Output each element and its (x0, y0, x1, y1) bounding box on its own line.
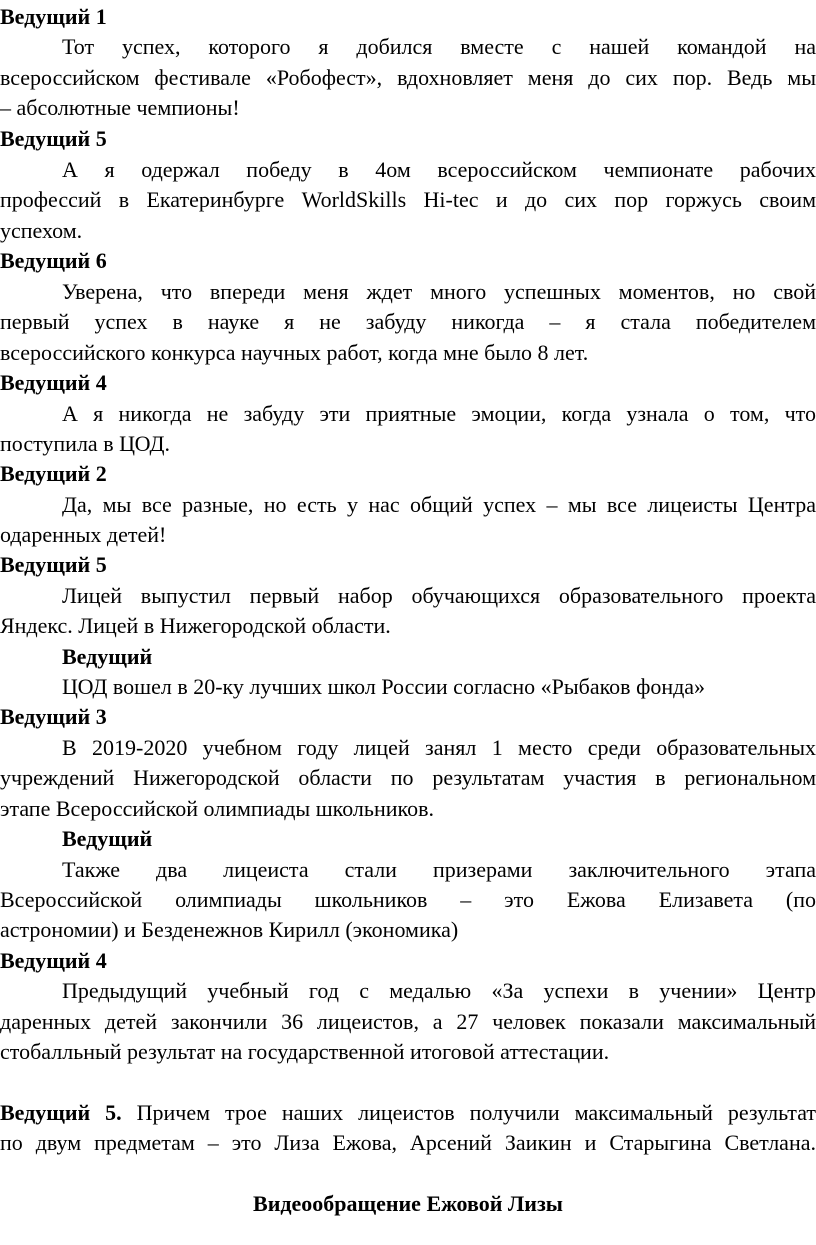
paragraph-line: даренных детей закончили 36 лицеистов, а 27 человек показали максимальный (0, 1009, 816, 1034)
closing-heading: Видеообращение Ежовой Лизы (253, 1191, 563, 1216)
paragraph-line: стобалльный результат на государственной итоговой аттестации. (0, 1039, 610, 1064)
paragraph-line: первый успех в науке я не забуду никогда – я стала победителем (0, 309, 816, 334)
paragraph-line: по двум предметам – это Лиза Ежова, Арсений Заикин и Старыгина Светлана. (0, 1130, 816, 1155)
paragraph-line: Да, мы все разные, но есть у нас общий успех – мы все лицеисты Центра (62, 492, 816, 517)
paragraph-line-with-speaker (0, 1098, 816, 1128)
paragraph-line: В 2019-2020 учебном году лицей занял 1 место среди образовательных (62, 735, 816, 760)
paragraph-line: Лицей выпустил первый набор обучающихся образовательного проекта (62, 583, 816, 608)
paragraph-text: Причем трое наших лицеистов получили максимальный результат (121, 1100, 816, 1125)
paragraph-line: этапе Всероссийской олимпиады школьников. (0, 796, 434, 821)
speaker-label: Ведущий 6 (0, 248, 107, 273)
speaker-label: Ведущий 5 (0, 552, 107, 577)
paragraph-line: профессий в Екатеринбурге WorldSkills Hi-tec и до сих пор горжусь своим (0, 187, 816, 212)
paragraph-line: Тот успех, которого я добился вместе с нашей командой на (62, 34, 816, 59)
speaker-label: Ведущий 2 (0, 461, 107, 486)
paragraph-line: всероссийском фестивале «Робофест», вдохновляет меня до сих пор. Ведь мы (0, 65, 816, 90)
paragraph-line: поступила в ЦОД. (0, 431, 170, 456)
paragraph-line: Предыдущий учебный год с медалью «За успехи в учении» Центр (62, 978, 816, 1003)
paragraph-line: учреждений Нижегородской области по результатам участия в региональном (0, 765, 816, 790)
paragraph-line: Уверена, что впереди меня ждет много успешных моментов, но свой (62, 279, 816, 304)
speaker-label: Ведущий 1 (0, 4, 107, 29)
paragraph-line: Яндекс. Лицей в Нижегородской области. (0, 613, 391, 638)
paragraph-line: Всероссийской олимпиады школьников – это Ежова Елизавета (по (0, 887, 816, 912)
paragraph-line: успехом. (0, 218, 83, 243)
speaker-label: Ведущий (62, 644, 153, 669)
speaker-label: Ведущий 4 (0, 370, 107, 395)
speaker-label: Ведущий (62, 826, 153, 851)
paragraph-line: – абсолютные чемпионы! (0, 95, 240, 120)
paragraph-line: Также два лицеиста стали призерами заключительного этапа (62, 857, 816, 882)
paragraph-line: астрономии) и Безденежнов Кирилл (экономика) (0, 917, 459, 942)
speaker-label: Ведущий 4 (0, 948, 107, 973)
speaker-label: Ведущий 3 (0, 704, 107, 729)
paragraph-line: А я одержал победу в 4ом всероссийском чемпионате рабочих (62, 157, 816, 182)
paragraph-line: одаренных детей! (0, 522, 167, 547)
paragraph-line: всероссийского конкурса научных работ, когда мне было 8 лет. (0, 340, 589, 365)
speaker-label: Ведущий 5 (0, 126, 107, 151)
paragraph-line: ЦОД вошел в 20-ку лучших школ России согласно «Рыбаков фонда» (62, 674, 706, 699)
speaker-label: Ведущий 5. (0, 1100, 122, 1125)
paragraph-line: А я никогда не забуду эти приятные эмоции, когда узнала о том, что (62, 401, 816, 426)
